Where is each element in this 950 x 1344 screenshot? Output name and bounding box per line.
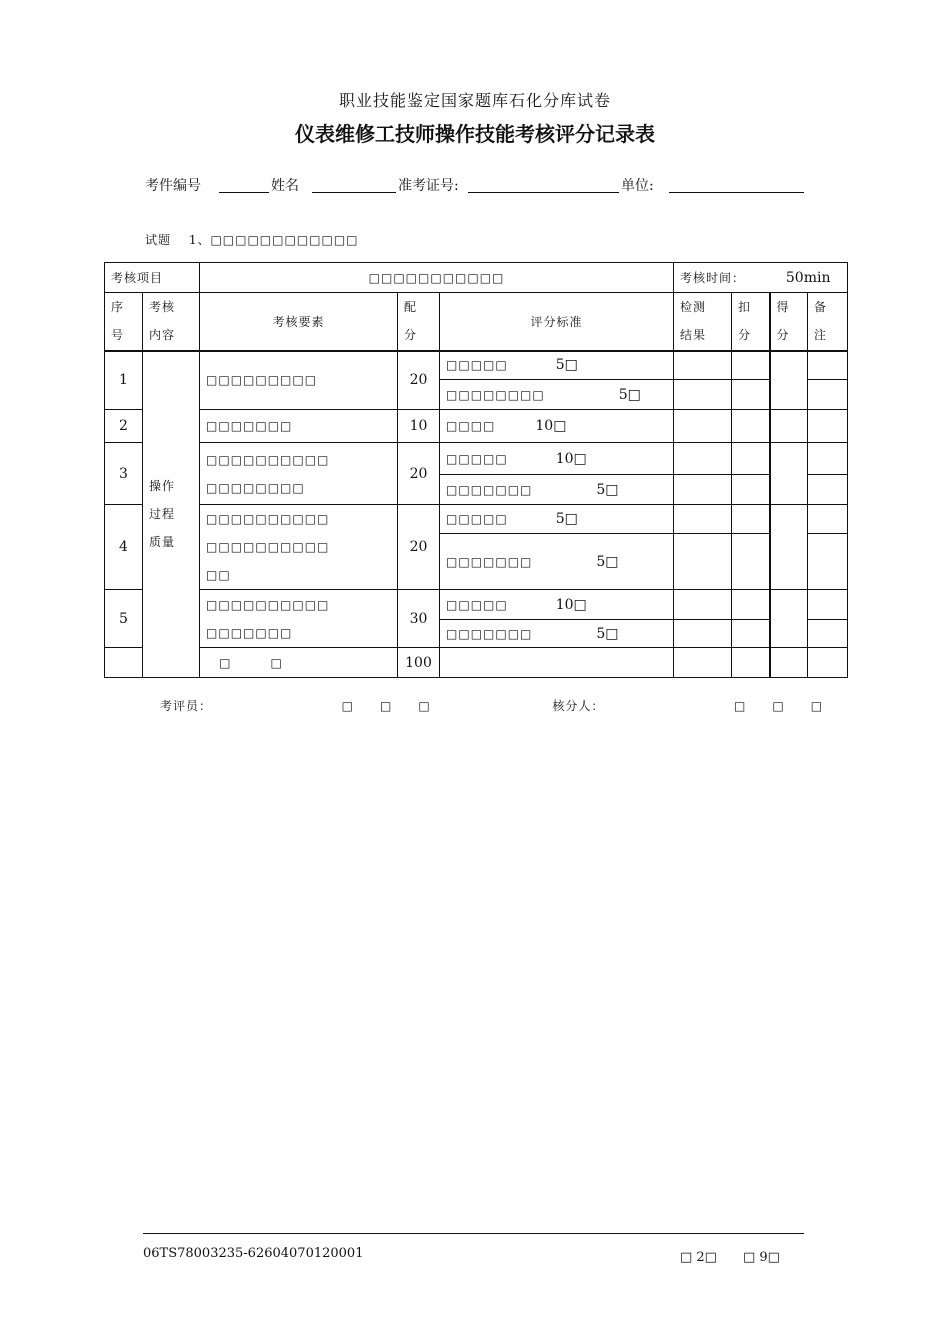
check-cell[interactable] [674, 351, 732, 380]
remark-cell[interactable] [808, 443, 848, 475]
score-cell[interactable] [770, 443, 808, 505]
name-label: 姓名 [271, 178, 299, 194]
criteria-cell [440, 620, 674, 648]
deduct-cell[interactable] [732, 590, 770, 620]
row-points: 30 [398, 590, 440, 648]
row-element: □□□□□□□□□□ □□□□□□□□ [200, 443, 398, 505]
row-element: □□□□□□□□□□ □□□□□□□□□□ □□ [200, 505, 398, 590]
criteria-text: □□□□□ [446, 358, 508, 373]
deduct-cell[interactable] [732, 620, 770, 648]
name-field[interactable] [312, 176, 396, 193]
remark-cell[interactable] [808, 475, 848, 505]
criteria-cell [440, 590, 674, 620]
check-cell[interactable] [674, 534, 732, 590]
bank-title: 职业技能鉴定国家题库石化分库试卷 [338, 91, 611, 110]
footer-divider [143, 1233, 804, 1234]
table-row [105, 505, 848, 534]
criteria-text: □□□□□□□ [446, 554, 533, 569]
criteria-text: □□□□ [446, 419, 496, 433]
deduct-cell[interactable] [732, 443, 770, 475]
criteria-score: 5□ [555, 357, 578, 374]
criteria-cell [440, 475, 674, 505]
total-points: 100 [398, 648, 440, 678]
criteria-score: 5□ [596, 625, 619, 642]
scoring-table [104, 262, 848, 678]
remark-cell[interactable] [808, 620, 848, 648]
col-score: 得 分 [770, 293, 808, 351]
piece-no-field[interactable] [219, 176, 269, 193]
row-element: □□□□□□□□□ [200, 351, 398, 410]
row-points: 20 [398, 505, 440, 590]
checker-date: □ □ □ [734, 699, 824, 713]
criteria-cell [440, 410, 674, 443]
check-cell[interactable] [674, 590, 732, 620]
col-check: 检测 结果 [674, 293, 732, 351]
criteria-cell [440, 505, 674, 534]
deduct-cell[interactable] [732, 505, 770, 534]
row-seq: 2 [105, 410, 143, 443]
criteria-text: □□□□□□□ [446, 482, 533, 497]
remark-cell[interactable] [808, 590, 848, 620]
criteria-text: □□□□□ [446, 512, 508, 526]
table-row [105, 351, 848, 380]
check-cell[interactable] [674, 410, 732, 443]
col-deduct: 扣 分 [732, 293, 770, 351]
criteria-text: □□□□□ [446, 451, 508, 466]
piece-no-label: 考件编号 [145, 178, 201, 194]
criteria-score: 10□ [555, 596, 587, 613]
criteria-score: 5□ [596, 553, 619, 570]
total-score[interactable] [770, 648, 808, 678]
col-seq: 序 号 [105, 293, 143, 351]
col-criteria: 评分标准 [440, 293, 674, 351]
criteria-score: 5□ [555, 511, 578, 527]
criteria-cell [440, 351, 674, 380]
category-cell: 操作 过程 质量 [143, 351, 200, 678]
unit-label: 单位: [621, 178, 654, 194]
row-seq: 1 [105, 351, 143, 410]
deduct-cell[interactable] [732, 380, 770, 410]
total-label: □ □ [105, 648, 398, 678]
deduct-cell[interactable] [732, 410, 770, 443]
total-criteria [440, 648, 674, 678]
score-cell[interactable] [770, 410, 808, 443]
table-row [105, 443, 848, 475]
score-cell[interactable] [770, 351, 808, 410]
criteria-score: 5□ [596, 481, 619, 498]
test-caption: 试题 1、□□□□□□□□□□□□ [145, 233, 359, 247]
row-element: □□□□□□□□□□ □□□□□□□ [200, 590, 398, 648]
total-remark[interactable] [808, 648, 848, 678]
col-points: 配 分 [398, 293, 440, 351]
table-row [105, 410, 848, 443]
deduct-cell[interactable] [732, 475, 770, 505]
check-cell[interactable] [674, 620, 732, 648]
time-value: 50min [785, 270, 831, 286]
col-remark: 备 注 [808, 293, 848, 351]
remark-cell[interactable] [808, 505, 848, 534]
score-cell[interactable] [770, 505, 808, 590]
col-content-type: 考核 内容 [143, 293, 200, 351]
check-cell[interactable] [674, 380, 732, 410]
time-label: 考核时间： [680, 271, 746, 285]
total-row [105, 648, 848, 678]
unit-field[interactable] [669, 176, 804, 193]
total-check[interactable] [674, 648, 732, 678]
criteria-score: 10□ [555, 450, 587, 467]
row-seq: 4 [105, 505, 143, 590]
examiner-date: □ □ □ [341, 699, 431, 713]
footer-code: 06TS78003235-62604070120001 [143, 1246, 364, 1261]
row-seq: 3 [105, 443, 143, 505]
check-cell[interactable] [674, 475, 732, 505]
total-deduct[interactable] [732, 648, 770, 678]
table-row [105, 590, 848, 620]
remark-cell[interactable] [808, 410, 848, 443]
criteria-text: □□□□□ [446, 597, 508, 612]
check-cell[interactable] [674, 443, 732, 475]
criteria-text: □□□□□□□ [446, 626, 533, 641]
col-elements: 考核要素 [200, 293, 398, 351]
check-cell[interactable] [674, 505, 732, 534]
criteria-text: □□□□□□□□ [446, 387, 545, 402]
remark-cell[interactable] [808, 534, 848, 590]
examiner-label: 考评员： [160, 699, 213, 713]
checker-label: 核分人： [552, 699, 605, 713]
ticket-label: 准考证号: [398, 178, 459, 194]
row-points: 10 [398, 410, 440, 443]
deduct-cell[interactable] [732, 351, 770, 380]
row-seq: 5 [105, 590, 143, 648]
deduct-cell[interactable] [732, 534, 770, 590]
item-value: □□□□□□□□□□□ [200, 263, 674, 293]
row-points: 20 [398, 351, 440, 410]
criteria-cell [440, 443, 674, 475]
row-points: 20 [398, 443, 440, 505]
score-cell[interactable] [770, 590, 808, 648]
remark-cell[interactable] [808, 351, 848, 380]
ticket-field[interactable] [468, 176, 619, 193]
criteria-cell [440, 534, 674, 590]
form-title: 仪表维修工技师操作技能考核评分记录表 [295, 122, 655, 146]
time-cell [674, 263, 848, 293]
row-element: □□□□□□□ [200, 410, 398, 443]
criteria-score: 10□ [535, 418, 567, 434]
signature-row [160, 697, 823, 714]
footer-page-number: □ 2□ □ 9□ [680, 1250, 780, 1265]
item-label: 考核项目 [105, 263, 200, 293]
criteria-score: 5□ [618, 386, 641, 403]
criteria-cell [440, 380, 674, 410]
remark-cell[interactable] [808, 380, 848, 410]
